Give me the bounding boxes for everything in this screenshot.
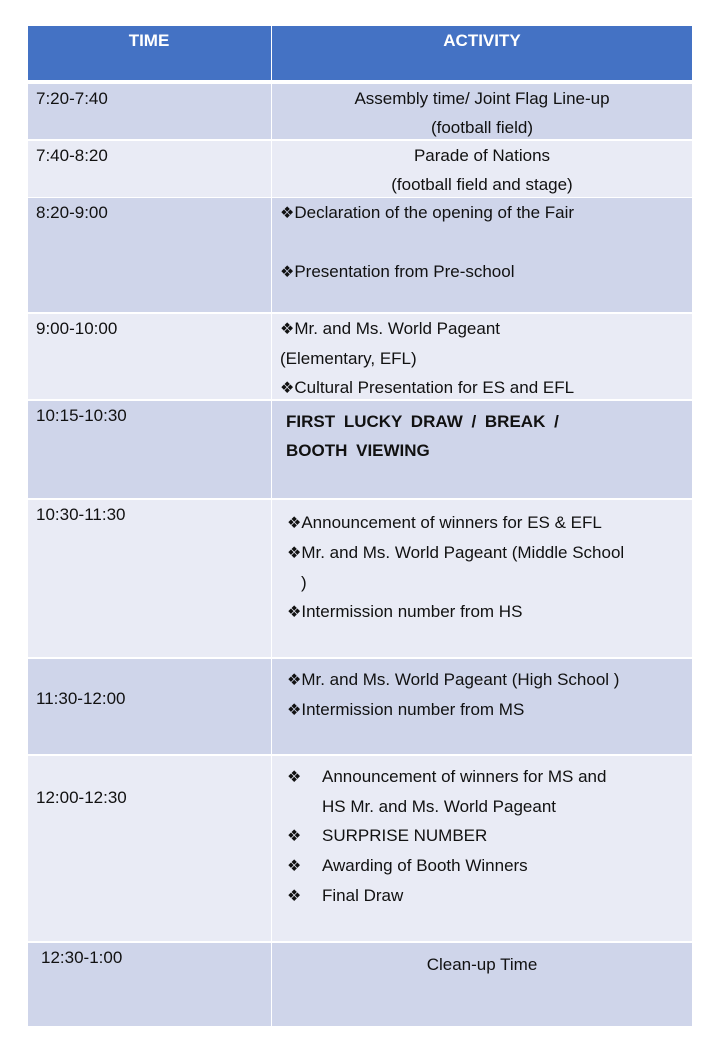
- bullet-icon: ❖: [280, 380, 295, 397]
- time-cell: 10:15-10:30: [36, 406, 127, 425]
- activity-line: ❖ Awarding of Booth Winners: [287, 851, 692, 881]
- activity-cell: [271, 756, 692, 941]
- table-row: [28, 314, 692, 399]
- activity-line: FIRST LUCKY DRAW / BREAK /: [286, 412, 559, 431]
- bullet-icon: ❖: [280, 321, 295, 338]
- activity-line: ❖Declaration of the opening of the Fair: [280, 203, 575, 222]
- bullet-icon: ❖: [287, 515, 302, 532]
- activity-cell: [271, 314, 692, 399]
- bullet-icon: ❖: [287, 828, 302, 845]
- activity-line: ❖Cultural Presentation for ES and EFL: [280, 378, 575, 397]
- time-cell: 10:30-11:30: [36, 505, 126, 524]
- activity-line: ❖Mr. and Ms. World Pageant (High School ): [287, 670, 620, 689]
- activity-column-header: ACTIVITY: [271, 26, 692, 80]
- bullet-icon: ❖: [287, 702, 302, 719]
- table-row: [28, 141, 692, 197]
- activity-line: BOOTH VIEWING: [286, 441, 430, 460]
- activity-line: Clean-up Time: [426, 955, 538, 974]
- time-column-header: TIME: [128, 31, 170, 50]
- activity-line: ❖ SURPRISE NUMBER: [287, 821, 692, 851]
- table-row: [28, 84, 692, 139]
- activity-cell: [271, 141, 692, 197]
- activity-line: ❖Intermission number from HS: [287, 602, 523, 621]
- activity-cell: [271, 198, 692, 312]
- bullet-icon: ❖: [287, 888, 302, 905]
- activity-line: ❖ Announcement of winners for MS and: [287, 762, 692, 792]
- activity-cell: [271, 84, 692, 139]
- activity-cell: [271, 943, 692, 1026]
- time-cell: 11:30-12:00: [36, 689, 126, 708]
- activity-line: (Elementary, EFL): [280, 349, 417, 368]
- activity-line: Parade of Nations: [413, 146, 551, 165]
- bullet-icon: ❖: [287, 769, 302, 786]
- table-row: [28, 500, 692, 657]
- table-header: [28, 26, 692, 80]
- table-row: [28, 659, 692, 754]
- activity-line: (football field): [430, 118, 534, 137]
- activity-line: HS Mr. and Ms. World Pageant: [322, 797, 557, 816]
- activity-line: ): [301, 573, 307, 592]
- time-cell: 12:00-12:30: [36, 788, 127, 807]
- activity-line: ❖Announcement of winners for ES & EFL: [287, 513, 602, 532]
- bullet-icon: ❖: [280, 205, 295, 222]
- activity-cell: [271, 659, 692, 754]
- activity-line: ❖ Final Draw: [287, 881, 692, 911]
- activity-line: ❖Mr. and Ms. World Pageant: [280, 319, 501, 338]
- activity-line: ❖Intermission number from MS: [287, 700, 525, 719]
- bullet-icon: ❖: [287, 672, 302, 689]
- table-row: [28, 943, 692, 1026]
- activity-cell: [271, 401, 692, 498]
- time-cell: 8:20-9:00: [36, 203, 108, 222]
- time-cell: 9:00-10:00: [36, 319, 118, 338]
- activity-line: ❖Mr. and Ms. World Pageant (Middle School: [287, 543, 625, 562]
- time-cell: 7:40-8:20: [36, 146, 108, 165]
- activity-line: Assembly time/ Joint Flag Line-up: [354, 89, 610, 108]
- bullet-icon: ❖: [287, 604, 302, 621]
- table-row: [28, 401, 692, 498]
- time-cell: 7:20-7:40: [36, 89, 108, 108]
- bullet-icon: ❖: [280, 264, 295, 281]
- table-row: [28, 198, 692, 312]
- activity-cell: [271, 500, 692, 657]
- table-row: [28, 756, 692, 941]
- bullet-icon: ❖: [287, 545, 302, 562]
- activity-line: ❖Presentation from Pre-school: [280, 262, 515, 281]
- time-cell: 12:30-1:00: [41, 948, 123, 967]
- bullet-icon: ❖: [287, 858, 302, 875]
- activity-line: (football field and stage): [391, 175, 573, 194]
